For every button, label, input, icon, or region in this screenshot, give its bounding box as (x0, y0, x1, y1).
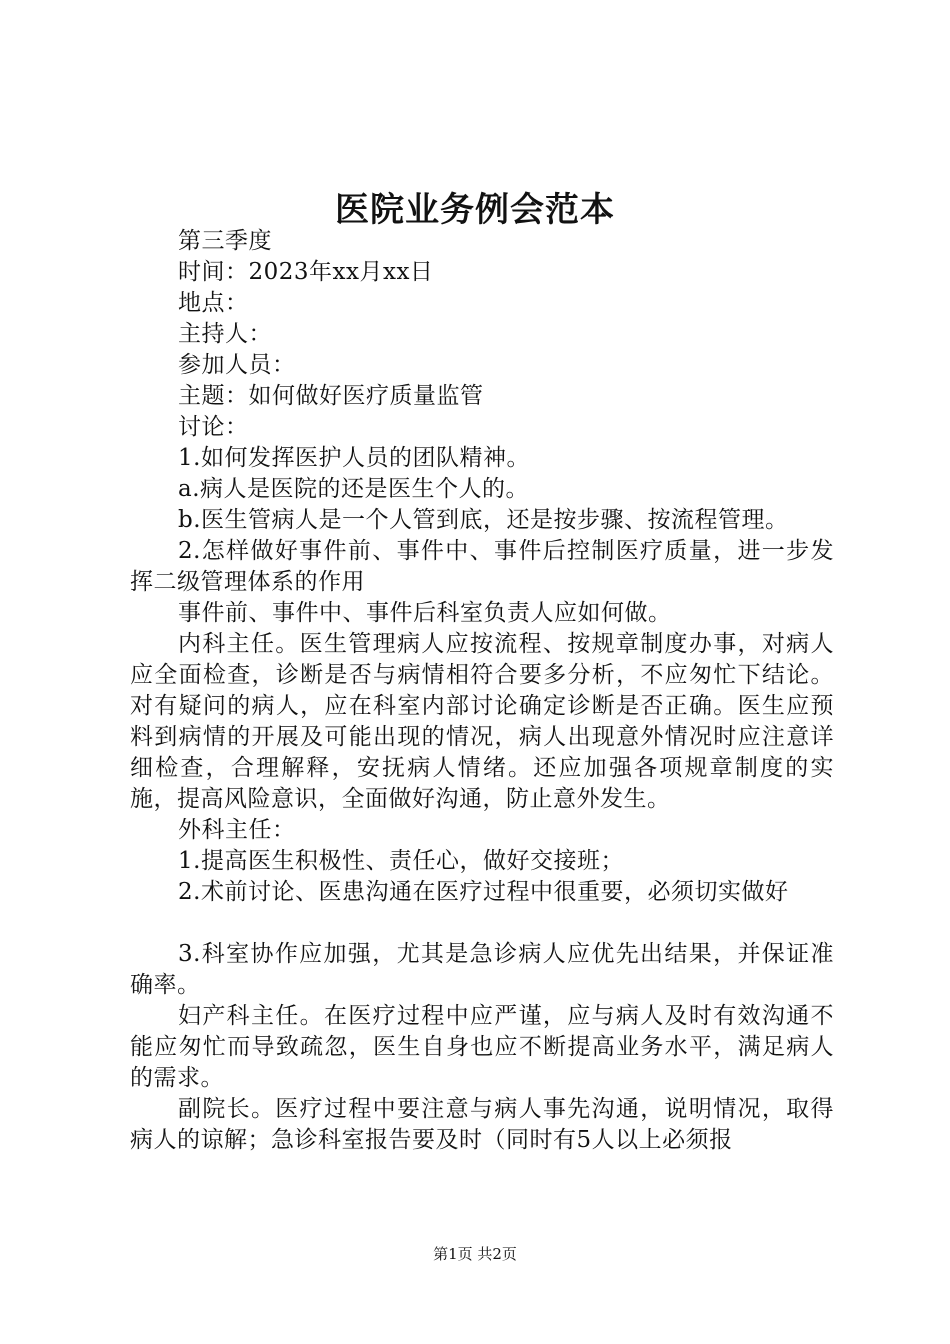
document-title: 医院业务例会范本 (335, 190, 615, 230)
paragraph-surgery-2: 2.术前讨论、医患沟通在医疗过程中很重要，必须切实做好 (178, 879, 789, 905)
paragraph-surgery-1: 1.提高医生积极性、责任心，做好交接班； (178, 848, 624, 874)
page-footer: 第1页 共2页 (433, 1245, 517, 1263)
paragraph-attendees: 参加人员： (178, 352, 296, 378)
paragraph-obstetrics: 妇产科主任。在医疗过程中应严谨，应与病人及时有效沟通不能应匆忙而导致疏忽，医生自身也应不断提高业务水平，满足病人的需求。 (130, 1003, 834, 1091)
paragraph-item-1b: b.医生管病人是一个人管到底，还是按步骤、按流程管理。 (178, 507, 789, 533)
paragraph-surgery-head: 外科主任： (178, 817, 296, 843)
paragraph-item-2-detail: 事件前、事件中、事件后科室负责人应如何做。 (178, 600, 672, 626)
paragraph-time: 时间：2023年xx月xx日 (178, 259, 434, 285)
paragraph-item-1: 1.如何发挥医护人员的团队精神。 (178, 445, 530, 471)
paragraph-topic: 主题：如何做好医疗质量监管 (178, 383, 484, 409)
paragraph-quarter: 第三季度 (178, 228, 272, 254)
paragraph-vice-president: 副院长。医疗过程中要注意与病人事先沟通，说明情况，取得病人的谅解；急诊科室报告要及时（同时有5人以上必须报 (130, 1096, 834, 1153)
paragraph-discussion: 讨论： (178, 414, 249, 440)
paragraph-host: 主持人： (178, 321, 272, 347)
paragraph-surgery-3: 3.科室协作应加强，尤其是急诊病人应优先出结果，并保证准确率。 (130, 941, 834, 998)
paragraph-item-1a: a.病人是医院的还是医生个人的。 (178, 476, 530, 502)
paragraph-location: 地点： (178, 290, 249, 316)
document-body (130, 226, 834, 1156)
paragraph-internal-medicine: 内科主任。医生管理病人应按流程、按规章制度办事，对病人应全面检查，诊断是否与病情相符合要多分析，不应匆忙下结论。对有疑问的病人，应在科室内部讨论确定诊断是否正确。医生应预料到病情的开展及可能出现的情况，病人出现意外情况时应注意详细检查，合理解释，安抚病人情绪。还应加强各项规章制度的实施，提高风险意识，全面做好沟通，防止意外发生。 (130, 631, 834, 812)
paragraph-item-2: 2.怎样做好事件前、事件中、事件后控制医疗质量，进一步发挥二级管理体系的作用 (130, 538, 834, 595)
